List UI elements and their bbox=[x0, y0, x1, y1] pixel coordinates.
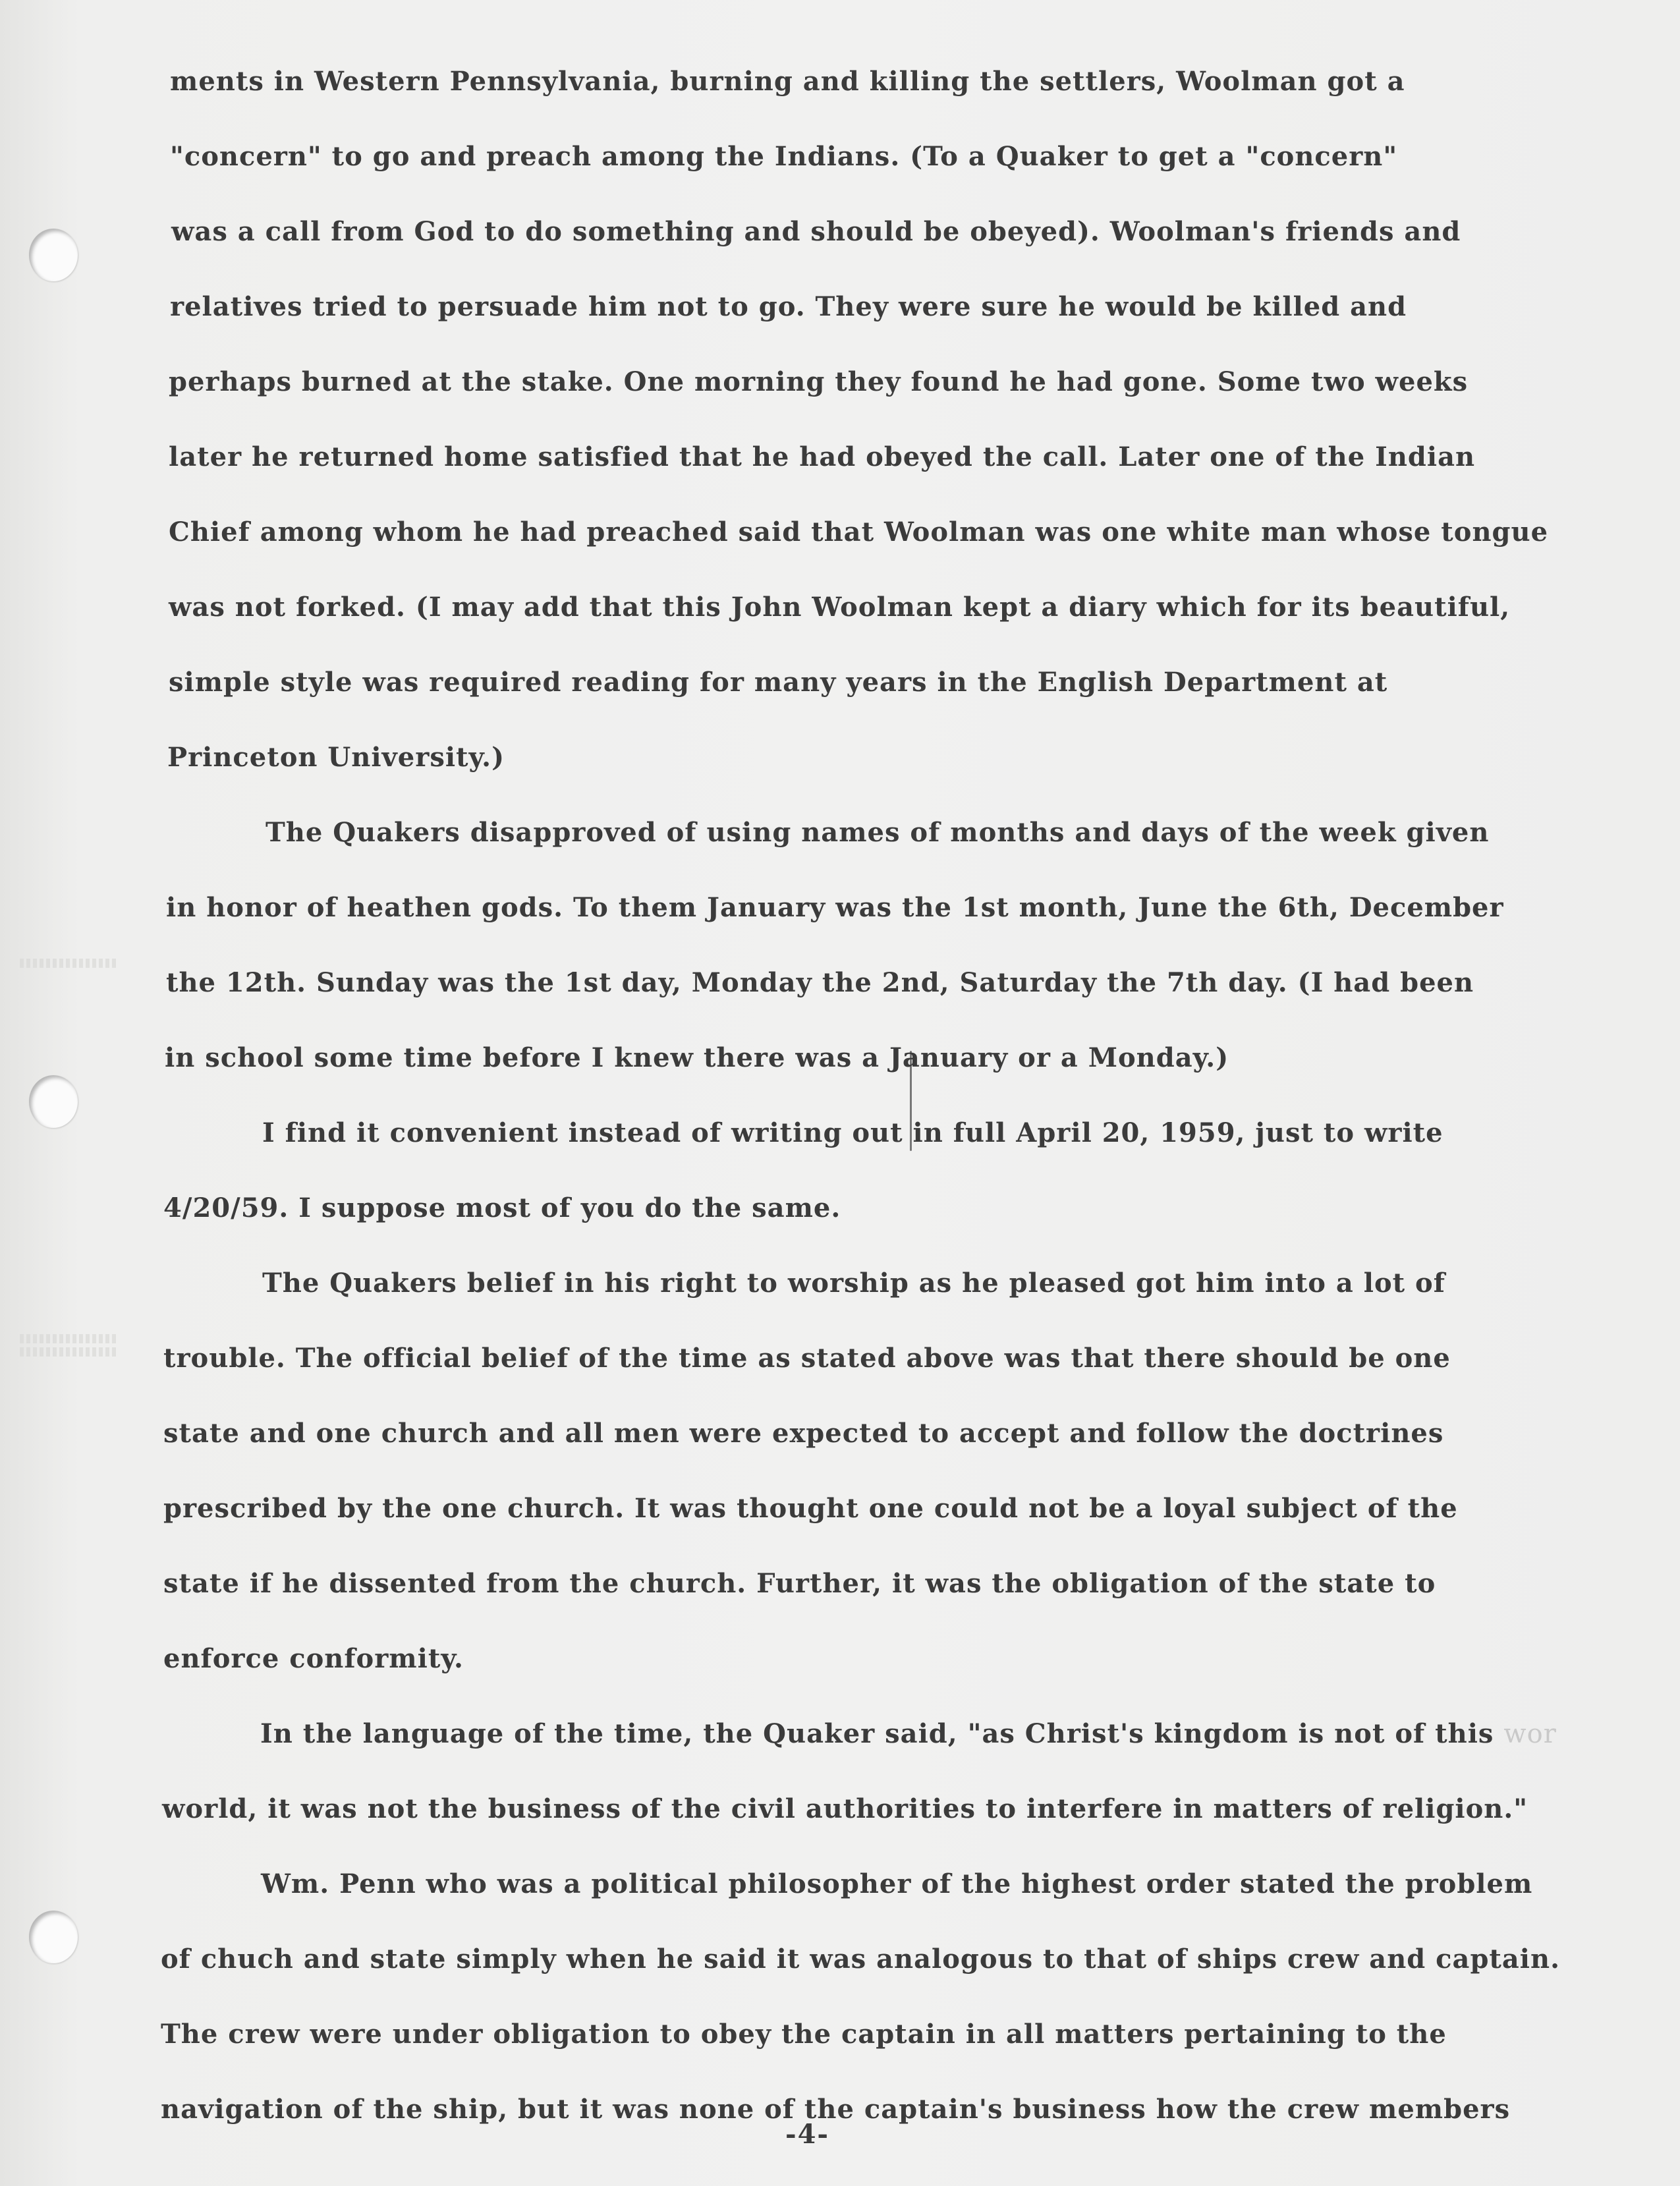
text-line: 4/20/59. I suppose most of you do the same. bbox=[163, 1192, 841, 1223]
text-line: Princeton University.) bbox=[167, 742, 505, 773]
punch-hole bbox=[29, 1075, 78, 1128]
text-line: state if he dissented from the church. Further, it was the obligation of the state to bbox=[163, 1568, 1436, 1599]
punch-hole bbox=[29, 1911, 78, 1963]
text-line: ments in Western Pennsylvania, burning and killing the settlers, Woolman got a bbox=[170, 66, 1405, 97]
punch-hole bbox=[29, 229, 78, 281]
text-line bbox=[260, 1718, 1557, 1749]
text-line: world, it was not the business of the civil authorities to interfere in matters of religion." bbox=[162, 1793, 1528, 1824]
bleed-through-mark bbox=[20, 1347, 119, 1357]
text-line: later he returned home satisfied that he had obeyed the call. Later one of the Indian bbox=[169, 441, 1476, 472]
text-line: was a call from God to do something and should be obeyed). Woolman's friends and bbox=[171, 216, 1461, 247]
text-line: The crew were under obligation to obey the captain in all matters pertaining to the bbox=[161, 2019, 1447, 2050]
text-line: "concern" to go and preach among the Indians. (To a Quaker to get a "concern" bbox=[170, 141, 1398, 172]
text-line: enforce conformity. bbox=[163, 1643, 464, 1674]
text-line: Chief among whom he had preached said that Woolman was one white man whose tongue bbox=[169, 517, 1549, 547]
text-line: in honor of heathen gods. To them January was the 1st month, June the 6th, December bbox=[166, 892, 1504, 923]
page-number: -4- bbox=[785, 2119, 830, 2150]
text-line: The Quakers belief in his right to worship as he pleased got him into a lot of bbox=[262, 1268, 1445, 1299]
text-line: of chuch and state simply when he said it was analogous to that of ships crew and captain. bbox=[161, 1944, 1561, 1975]
text-line: in school some time before I knew there was a January or a Monday.) bbox=[165, 1042, 1229, 1073]
bleed-through-mark bbox=[20, 959, 119, 968]
text-line: prescribed by the one church. It was thought one could not be a loyal subject of the bbox=[163, 1493, 1458, 1524]
text-line: simple style was required reading for many years in the English Department at bbox=[169, 667, 1388, 698]
text-line: Wm. Penn who was a political philosopher of the highest order stated the problem bbox=[261, 1868, 1533, 1899]
text-line: The Quakers disapproved of using names of months and days of the week given bbox=[266, 817, 1490, 848]
text-line: relatives tried to persuade him not to go. They were sure he would be killed and bbox=[170, 291, 1407, 322]
struck-fragment: wor bbox=[1503, 1719, 1557, 1749]
text-line: the 12th. Sunday was the 1st day, Monday the 2nd, Saturday the 7th day. (I had been bbox=[166, 967, 1474, 998]
text-line: state and one church and all men were expected to accept and follow the doctrines bbox=[163, 1418, 1444, 1449]
bleed-through-mark bbox=[20, 1334, 119, 1343]
text-line: perhaps burned at the stake. One morning they found he had gone. Some two weeks bbox=[169, 366, 1469, 397]
text-line-content: In the language of the time, the Quaker said, "as Christ's kingdom is not of this bbox=[260, 1718, 1494, 1749]
text-line: was not forked. (I may add that this John Woolman kept a diary which for its beautiful, bbox=[169, 592, 1511, 623]
text-line: navigation of the ship, but it was none of the captain's business how the crew members bbox=[161, 2094, 1511, 2125]
text-line: trouble. The official belief of the time as stated above was that there should be one bbox=[163, 1343, 1451, 1374]
text-line: I find it convenient instead of writing out in full April 20, 1959, just to write bbox=[262, 1117, 1443, 1148]
